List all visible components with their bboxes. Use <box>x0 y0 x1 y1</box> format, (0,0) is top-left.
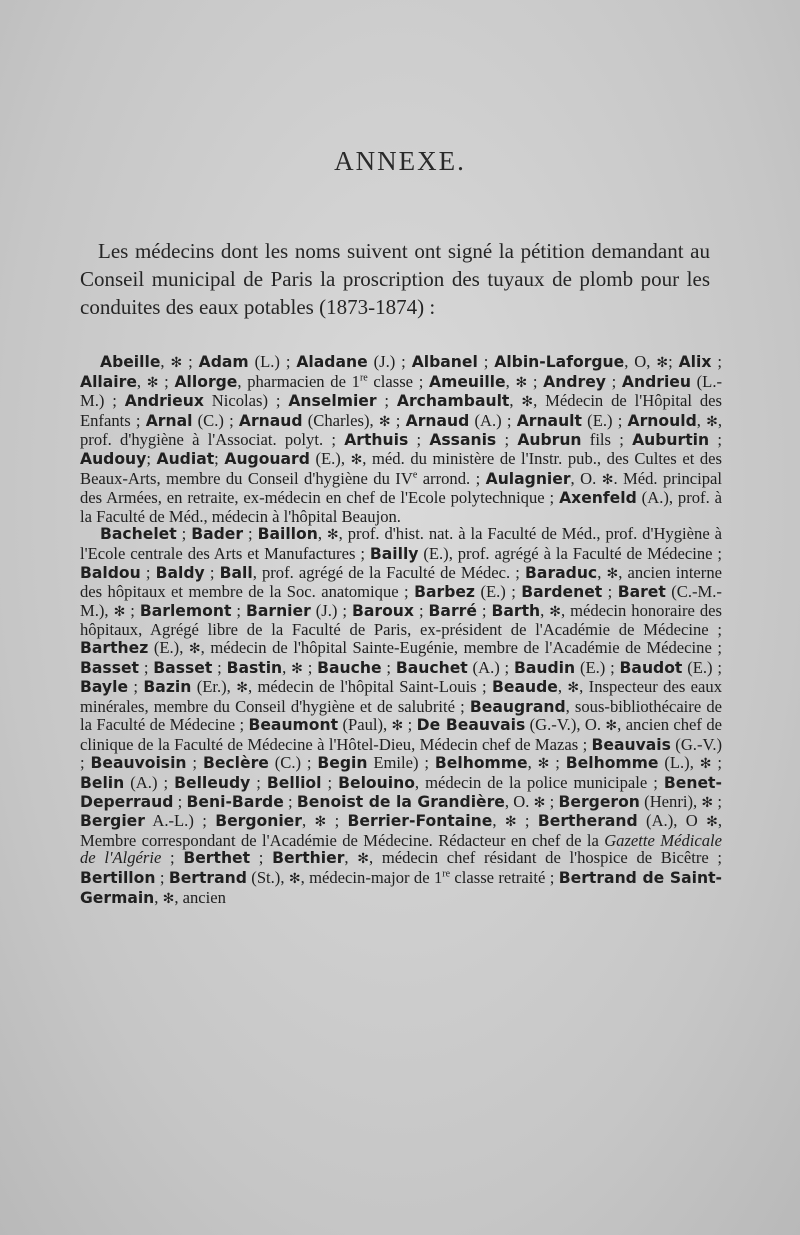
entry-text: (G.-V.), O. <box>525 715 606 735</box>
entry-text: , méd. du ministère de l'Instr. pub., des Cultes et des Beaux-Arts, membre du Conseil d'hygiène du IV <box>80 448 723 488</box>
legion-cross-icon: ✻ <box>188 640 201 657</box>
signatory-name: Bertrand <box>168 869 247 888</box>
signatory-name: Bergeron <box>558 792 640 811</box>
entry-text: ; <box>605 371 622 391</box>
entry-text: ; <box>496 430 518 450</box>
signatory-name: Bachelet <box>100 525 177 544</box>
legion-cross-icon: ✻ <box>533 794 546 811</box>
entry-text: ; <box>527 371 544 391</box>
signatory-name: Abeille <box>100 353 161 371</box>
entry-text: , médecin de la police municipale ; <box>414 773 664 793</box>
entry-text: (A.) ; <box>467 657 514 677</box>
entry-text: (E.) ; <box>575 657 620 677</box>
entry-text: , médecin honoraire des hôpitaux, Agrégé libre de la Faculté de Paris, ex-président de l'Académie de Médecine ; <box>80 600 722 640</box>
entry-text: ; <box>408 430 430 450</box>
entry-text: re <box>359 372 368 384</box>
entry-text: (A.), O <box>637 811 707 831</box>
entry-text: (E.) ; <box>581 410 628 430</box>
entry-text: ; <box>403 715 417 735</box>
signatory-name: Beauvais <box>591 735 671 754</box>
entry-text: (C.-M.-M.), <box>80 582 722 620</box>
entry-text: , pharmacien de 1 <box>237 371 360 391</box>
signatory-name: Adam <box>198 353 249 371</box>
signatory-name: Allorge <box>174 372 238 391</box>
signatory-name: Bailly <box>369 544 419 563</box>
signatory-name: Arnould <box>627 411 697 430</box>
entry-b <box>80 525 722 908</box>
legion-cross-icon: ✻ <box>567 680 580 697</box>
entry-text: ; <box>477 352 495 371</box>
signatory-name: Ameuille <box>429 372 506 391</box>
entry-text: ; <box>128 677 144 697</box>
legion-cross-icon: ✻ <box>350 451 363 468</box>
signatory-name: Belhomme <box>434 754 528 773</box>
entry-text: , médecin de l'hôpital Sainte-Eugénie, membre de l'Académie de Médecine ; <box>200 637 722 657</box>
signatory-name: Audouy <box>80 449 147 468</box>
entry-text: (A.) ; <box>124 773 175 793</box>
intro-paragraph: Les médecins dont les noms suivent ont signé la pétition demandant au Conseil municipal de Paris la proscription des tuyaux de plomb pour les conduites des eaux potables (1873-1874) : <box>80 239 710 319</box>
entry-text: ; <box>176 524 192 544</box>
signatory-name: Baudot <box>619 658 683 677</box>
entry-text: (E.), <box>309 448 351 468</box>
signatory-name: Benet-Deperraud <box>80 774 722 811</box>
entry-text: , O. <box>504 791 534 811</box>
signatory-name: Barthez <box>80 638 149 657</box>
signatory-name: Baldou <box>80 563 141 582</box>
entry-text: , O. <box>570 468 602 488</box>
signatory-name: De Beauvais <box>416 716 526 735</box>
entry-text: ; <box>302 657 318 677</box>
legion-cross-icon: ✻ <box>146 374 159 391</box>
entry-text: ; <box>182 352 199 371</box>
signatory-name: Barbez <box>414 583 476 602</box>
entry-text: ; <box>713 791 722 811</box>
signatory-list <box>80 353 722 908</box>
entry-text: , <box>160 352 171 371</box>
signatory-name: Axenfeld <box>559 489 637 508</box>
entry-text: , O, <box>624 352 657 371</box>
signatory-name: Belliol <box>266 774 322 793</box>
legion-cross-icon: ✻ <box>378 413 391 430</box>
entry-text: arrond. ; <box>417 468 486 488</box>
signatory-name: Baldy <box>155 563 205 582</box>
signatory-name: Beauvoisin <box>90 754 187 773</box>
entry-text: , <box>492 811 505 831</box>
signatory-name: Ball <box>219 563 253 582</box>
entry-text: (St.), <box>246 868 289 888</box>
entry-text: ; <box>709 430 722 450</box>
entry-text: , ancien interne des hôpitaux et membre de la Soc. anatomique ; <box>80 562 722 602</box>
signatory-name: Bertrand de Saint-Germain <box>80 869 723 907</box>
signatory-name: Barré <box>428 601 477 620</box>
signatory-name: Barnier <box>245 601 311 620</box>
entry-text: , <box>154 887 163 907</box>
legion-cross-icon: ✻ <box>706 413 718 430</box>
entry-text: (J.) ; <box>310 600 352 620</box>
signatory-name: Arnal <box>145 411 193 430</box>
entry-text: classe ; <box>367 371 429 391</box>
legion-cross-icon: ✻ <box>291 660 303 677</box>
signatory-name: Aulagnier <box>485 469 571 488</box>
signatory-name: Bader <box>191 525 244 544</box>
signatory-name: Bergier <box>80 812 145 831</box>
signatory-name: Arthuis <box>344 431 409 450</box>
entry-text: (L.), <box>658 753 700 773</box>
signatory-name: Auburtin <box>632 431 710 450</box>
legion-cross-icon: ✻ <box>326 527 339 544</box>
entry-text: , <box>696 410 707 430</box>
entry-text: A.-L.) ; <box>144 811 216 831</box>
legion-cross-icon: ✻ <box>537 756 550 773</box>
entry-text: ; <box>326 811 348 831</box>
entry-text: , médecin chef résidant de l'hospice de Bicêtre ; <box>368 848 723 868</box>
signatory-name: Beclère <box>202 754 269 773</box>
signatory-name: Baraduc <box>525 563 598 582</box>
entry-text: (C.) ; <box>192 410 239 430</box>
signatory-name: Belin <box>80 774 125 793</box>
entry-text: (G.-V.) ; <box>80 734 722 773</box>
signatory-name: Belouino <box>338 774 415 793</box>
signatory-name: Alix <box>678 353 712 371</box>
entry-text: ; <box>602 582 618 602</box>
entry-text: , Inspecteur des eaux minérales, membre du Conseil d'hygiène et de salubrité ; <box>80 677 722 716</box>
entry-text: , médecin de l'hôpital Saint-Louis ; <box>247 677 493 697</box>
entry-text: , <box>509 391 522 411</box>
signatory-name: Baillon <box>257 525 318 544</box>
signatory-name: Belleudy <box>174 774 251 793</box>
entry-text: Gazette Médicale de l'Algérie <box>80 830 722 868</box>
legion-cross-icon: ✻ <box>699 756 712 773</box>
entry-text: ; <box>231 600 246 620</box>
entry-text: , <box>344 848 358 868</box>
legion-cross-icon: ✻ <box>504 814 517 831</box>
entry-text: e <box>412 469 418 481</box>
legion-cross-icon: ✻ <box>288 871 301 888</box>
signatory-name: Beni-Barde <box>186 792 284 811</box>
entry-text: (E.) ; <box>475 582 522 602</box>
signatory-name: Bertherand <box>537 812 638 831</box>
signatory-name: Assanis <box>429 431 497 450</box>
entry-text: ; <box>545 791 559 811</box>
entry-text: ; <box>125 600 140 620</box>
entry-text: ; <box>711 352 722 371</box>
legion-cross-icon: ✻ <box>170 355 183 371</box>
entry-text: ; <box>204 562 220 582</box>
entry-text: ; <box>155 868 169 888</box>
entry-text: ; <box>173 791 187 811</box>
entry-text: ; <box>146 448 157 468</box>
entry-text: ; <box>711 753 722 773</box>
signatory-name: Bauche <box>317 658 382 677</box>
signatory-name: Andrieu <box>621 372 691 391</box>
entry-text: (Er.), <box>191 677 237 697</box>
entry-text: ; <box>243 524 258 544</box>
signatory-name: Aubrun <box>517 431 582 450</box>
legion-cross-icon: ✻ <box>113 603 126 620</box>
signatory-name: Barth <box>491 601 541 620</box>
legion-cross-icon: ✻ <box>236 680 248 697</box>
legion-cross-icon: ✻ <box>549 603 561 620</box>
entry-text: , <box>301 811 315 831</box>
signatory-name: Arnaud <box>405 411 470 430</box>
entry-text: , prof. d'hist. nat. à la Faculté de Méd., prof. d'Hygiène à l'Ecole centrale des Arts et Manufactures ; <box>80 524 722 563</box>
signatory-name: Baret <box>617 583 666 602</box>
legion-cross-icon: ✻ <box>701 794 714 811</box>
entry-text: classe retraité ; <box>450 868 559 888</box>
entry-text: ; <box>161 848 184 868</box>
signatory-name: Beaugrand <box>469 697 566 716</box>
legion-cross-icon: ✻ <box>605 718 618 735</box>
entry-text: (L.-M.) ; <box>80 371 722 411</box>
entry-text: , prof. agrégé de la Faculté de Médec. ; <box>252 562 526 582</box>
entry-text: , <box>282 657 292 677</box>
signatory-name: Basset <box>80 658 140 677</box>
signatory-name: Bayle <box>80 678 129 697</box>
entry-text: , <box>597 562 607 582</box>
entry-text: ; <box>140 562 156 582</box>
entry-text: ; <box>376 391 397 411</box>
entry-text: ; <box>212 657 227 677</box>
entry-text: ; <box>158 371 175 391</box>
legion-cross-icon: ✻ <box>606 565 619 582</box>
entry-text: ; <box>413 600 429 620</box>
signatory-name: Anselmier <box>288 392 377 411</box>
entry-a <box>80 353 722 525</box>
signatory-name: Berthet <box>183 849 251 868</box>
signatory-name: Aladane <box>296 353 368 371</box>
entry-text: , prof. d'hygiène à l'Associat. polyt. ; <box>80 410 722 450</box>
entry-text: ; <box>250 773 267 793</box>
signatory-name: Bertillon <box>80 869 156 888</box>
entry-text: (Charles), <box>302 410 379 430</box>
signatory-name: Arnaud <box>238 411 303 430</box>
signatory-name: Baudin <box>514 658 576 677</box>
signatory-name: Audiat <box>156 449 215 468</box>
legion-cross-icon: ✻ <box>314 814 327 831</box>
signatory-name: Arnault <box>516 411 582 430</box>
signatory-name: Bauchet <box>395 658 468 677</box>
entry-text: , sous-bibliothécaire de la Faculté de Médecine ; <box>80 696 722 735</box>
signatory-name: Albanel <box>411 353 478 371</box>
signatory-name: Andrieux <box>124 392 204 411</box>
signatory-name: Belhomme <box>565 754 659 773</box>
entry-text: ; <box>390 410 406 430</box>
signatory-name: Begin <box>317 754 368 773</box>
entry-text: ; <box>321 773 339 793</box>
entry-text: (E.), prof. agrégé à la Faculté de Médecine ; <box>418 543 723 563</box>
entry-text: (Henri), <box>639 791 702 811</box>
signatory-name: Bardenet <box>521 583 603 602</box>
legion-cross-icon: ✻ <box>706 814 718 831</box>
entry-text: ; <box>214 448 225 468</box>
entry-text: , <box>317 524 327 544</box>
signatory-name: Basset <box>153 658 213 677</box>
signatory-name: Beaumont <box>248 716 339 735</box>
entry-text: Emile) ; <box>367 753 435 773</box>
entry-text: re <box>442 868 451 880</box>
legion-cross-icon: ✻ <box>391 718 404 735</box>
entry-text: (J.) ; <box>367 352 412 371</box>
entry-text: , <box>136 371 147 391</box>
signatory-name: Berrier-Fontaine <box>347 812 493 831</box>
signatory-name: Archambault <box>396 392 510 411</box>
entry-text: ; <box>668 352 679 371</box>
legion-cross-icon: ✻ <box>515 374 528 391</box>
entry-text: , <box>540 600 550 620</box>
entry-text: ; <box>381 657 396 677</box>
entry-text: ; <box>549 753 566 773</box>
signatory-name: Benoist de la Grandière <box>296 792 505 811</box>
entry-text: , <box>505 371 516 391</box>
signatory-name: Augouard <box>224 449 310 468</box>
signatory-name: Berthier <box>272 849 345 868</box>
legion-cross-icon: ✻ <box>357 851 369 868</box>
signatory-name: Beaude <box>492 678 558 697</box>
entry-text: Nicolas) ; <box>203 391 289 411</box>
page-title: ANNEXE. <box>334 146 466 176</box>
signatory-name: Andrey <box>543 372 606 391</box>
entry-text: , Membre correspondant de l'Académie de Médecine. Rédacteur en chef de la <box>80 811 722 850</box>
entry-text: , Médecin de l'Hôpital des Enfants ; <box>80 391 722 430</box>
entry-text: (E.), <box>148 637 189 657</box>
entry-text: fils ; <box>581 430 633 450</box>
entry-text: , ancien <box>174 887 226 907</box>
entry-text: , <box>527 753 538 773</box>
entry-text: (A.), prof. à la Faculté de Méd., médecin à l'hôpital Beaujon. <box>80 488 723 526</box>
signatory-name: Baroux <box>351 601 414 620</box>
entry-text: ; <box>250 848 273 868</box>
entry-text: , médecin-major de 1 <box>300 868 443 888</box>
entry-text: ; <box>139 657 154 677</box>
legion-cross-icon: ✻ <box>656 355 669 371</box>
legion-cross-icon: ✻ <box>521 394 534 411</box>
signatory-name: Bastin <box>226 658 283 677</box>
signatory-name: Albin-Laforgue <box>494 353 625 371</box>
entry-text: ; <box>283 791 297 811</box>
entry-text: ; <box>186 753 203 773</box>
legion-cross-icon: ✻ <box>162 890 175 907</box>
signatory-name: Bazin <box>143 678 192 697</box>
entry-text: , <box>557 677 568 697</box>
entry-text: . Méd. principal des Armées, en retraite, ex-médecin en chef de l'Ecole polytechnique ; <box>80 468 722 508</box>
signatory-name: Barlemont <box>139 601 232 620</box>
signatory-name: Bergonier <box>215 812 302 831</box>
entry-text: (C.) ; <box>268 753 318 773</box>
entry-text: (Paul), <box>338 715 392 735</box>
entry-text: , ancien chef de clinique de la Faculté de Médecine à l'Hôtel-Dieu, Médecin chef de Mazas ; <box>80 715 722 754</box>
entry-text: (E.) ; <box>682 657 722 677</box>
legion-cross-icon: ✻ <box>601 471 614 488</box>
entry-text: (L.) ; <box>248 352 297 371</box>
signatory-name: Allaire <box>80 372 137 391</box>
entry-text: ; <box>476 600 492 620</box>
entry-text: (A.) ; <box>469 410 517 430</box>
entry-text: ; <box>516 811 538 831</box>
